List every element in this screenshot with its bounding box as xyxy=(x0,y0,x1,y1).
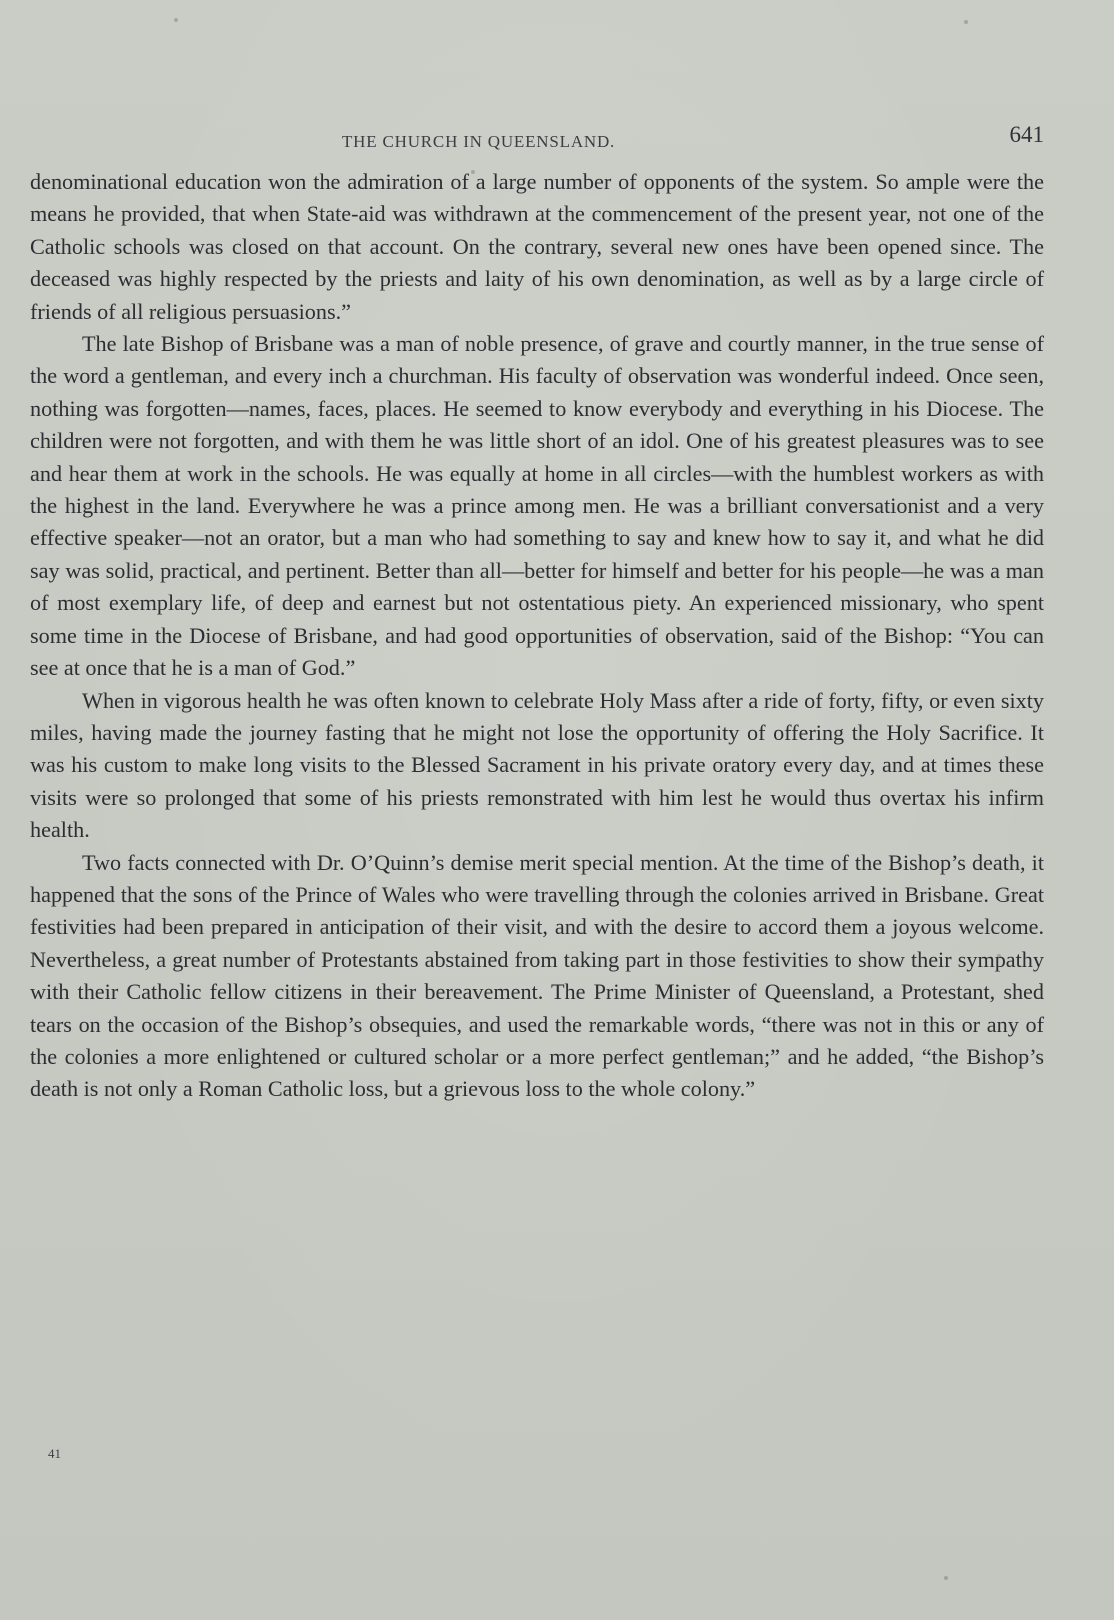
page-number: 641 xyxy=(1009,122,1044,147)
paper-speck xyxy=(471,170,475,174)
paragraph-2: The late Bishop of Brisbane was a man of noble presence, of grave and courtly manner, in the true sense of the word a gentleman, and every inch a churchman. His faculty of observation was wonderful indeed. Once seen, nothing was forgotten—names, faces, places. He seemed to know everybody and everything in his Diocese. The children were not forgotten, and with them he was little short of an idol. One of his greatest pleasures was to see and hear them at work in the schools. He was equally at home in all circles—with the humblest workers as with the highest in the land. Everywhere he was a prince among men. He was a brilliant conversationist and a very effective speaker—not an orator, but a man who had something to say and knew how to say it, and what he did say was solid, practical, and pertinent. Better than all—better for himself and better for his people—he was a man of most exemplary life, of deep and earnest but not ostentatious piety. An experienced missionary, who spent some time in the Diocese of Brisbane, and had good opportunities of observation, said of the Bishop: “You can see at once that he is a man of God.” xyxy=(30,331,1044,681)
paper-speck xyxy=(964,20,968,24)
paragraph-1: denominational education won the admiration of a large number of opponents of the system. So ample were the means he provided, that when State-aid was withdrawn at the commencement of the present year, not one of the Catholic schools was closed on that account. On the contrary, several new ones have been opened since. The deceased was highly respected by the priests and laity of his own denomination, as well as by a large circle of friends of all religious persuasions.” xyxy=(30,169,1044,324)
running-title: THE CHURCH IN QUEENSLAND. xyxy=(342,132,616,151)
paper-speck xyxy=(174,18,178,22)
body-text xyxy=(30,166,1044,1106)
paper-speck xyxy=(997,954,1001,958)
signature-mark: 41 xyxy=(48,1446,61,1461)
paragraph-4: Two facts connected with Dr. O’Quinn’s demise merit special mention. At the time of the Bishop’s death, it happened that the sons of the Prince of Wales who were travelling through the colonies arrived in Brisbane. Great festivities had been prepared in anticipation of their visit, and with the desire to accord them a joyous welcome. Nevertheless, a great number of Protestants abstained from taking part in those festivities to show their sympathy with their Catholic fellow citizens in their bereavement. The Prime Minister of Queensland, a Protestant, shed tears on the occasion of the Bishop’s obsequies, and used the remarkable words, “there was not in this or any of the colonies a more enlightened or cultured scholar or a more perfect gentleman;” and he added, “the Bishop’s death is not only a Roman Catholic loss, but a grievous loss to the whole colony.” xyxy=(30,849,1044,1102)
paragraph-3: When in vigorous health he was often known to celebrate Holy Mass after a ride of forty, fifty, or even sixty miles, having made the journey fasting that he might not lose the opportunity of offering the Holy Sacrifice. It was his custom to make long visits to the Blessed Sacrament in his private oratory every day, and at times these visits were so prolonged that some of his priests remonstrated with him lest he would thus overtax his infirm health. xyxy=(30,687,1044,843)
running-head xyxy=(30,120,1044,154)
paper-speck xyxy=(944,1576,948,1580)
